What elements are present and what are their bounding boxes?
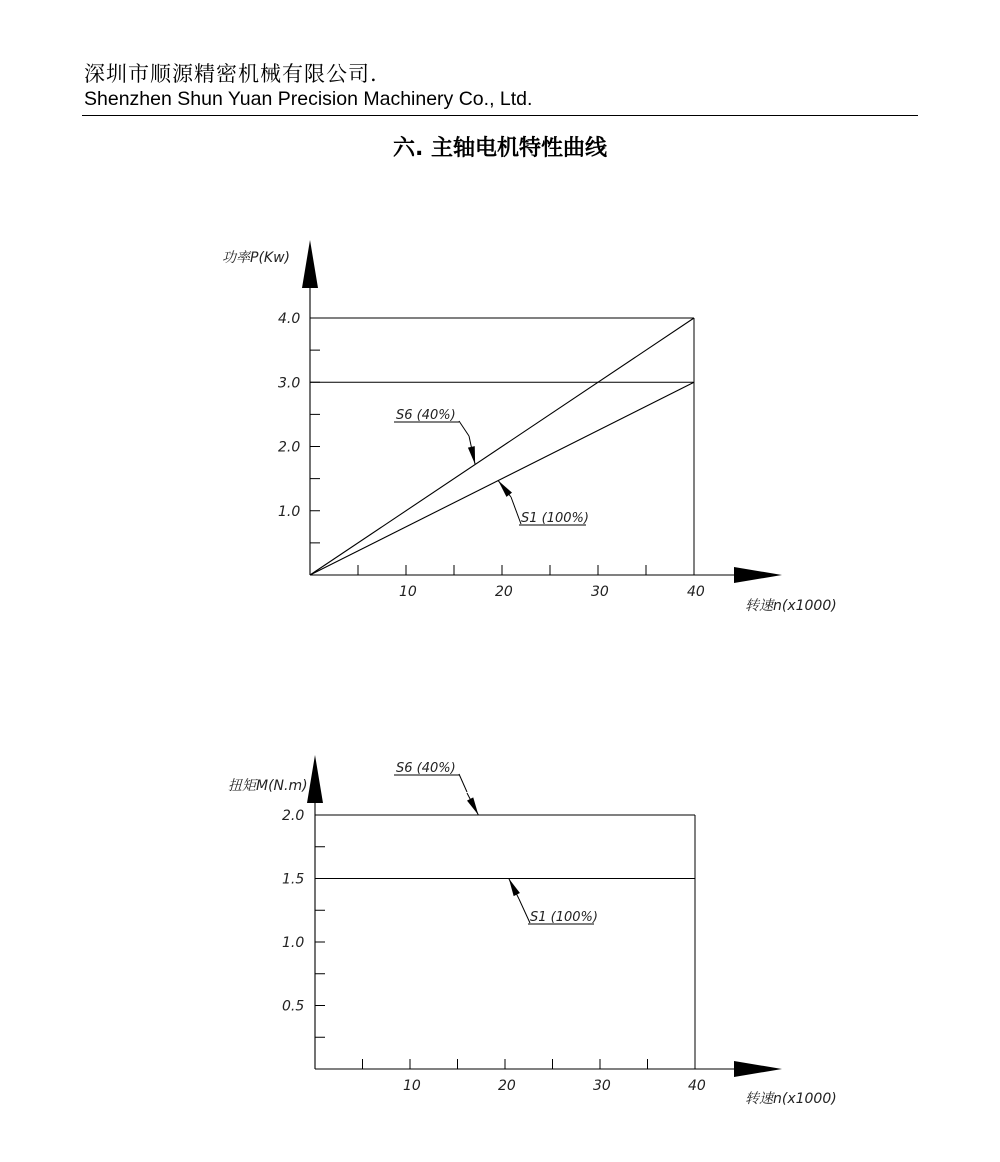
y-tick-label: 0.5 bbox=[282, 998, 305, 1015]
x-axis-arrowhead bbox=[734, 1061, 782, 1077]
series-line-s1 bbox=[310, 382, 694, 575]
x-tick-label: 40 bbox=[687, 584, 705, 600]
x-tick-label: 10 bbox=[403, 1078, 421, 1094]
y-tick-label: 1.0 bbox=[282, 935, 305, 951]
y-tick-label: 3.0 bbox=[278, 375, 301, 392]
callout-arrowhead bbox=[498, 481, 512, 497]
section-title: 六. 主轴电机特性曲线 bbox=[392, 136, 608, 161]
callout-leader bbox=[519, 899, 530, 923]
x-axis-label: 转速n(x1000) bbox=[745, 598, 837, 614]
x-tick-label: 20 bbox=[498, 1078, 516, 1094]
x-axis-arrowhead bbox=[734, 567, 782, 583]
x-tick-label: 40 bbox=[688, 1078, 706, 1094]
callout-arrowhead bbox=[467, 797, 478, 815]
y-tick-label: 2.0 bbox=[282, 808, 305, 824]
x-tick-label: 10 bbox=[399, 584, 417, 600]
x-tick-label: 30 bbox=[593, 1078, 611, 1094]
callout-leader bbox=[511, 497, 521, 524]
y-axis-label: 扭矩M(N.m) bbox=[228, 778, 308, 794]
company-name-cn: 深圳市顺源精密机械有限公司. bbox=[84, 62, 378, 86]
y-axis-arrowhead bbox=[302, 240, 318, 288]
y-tick-label: 1.5 bbox=[282, 871, 305, 888]
y-tick-label: 4.0 bbox=[278, 311, 301, 327]
series-callout-label: S1 (100%) bbox=[530, 910, 598, 925]
company-name-en: Shenzhen Shun Yuan Precision Machinery Co., Ltd. bbox=[84, 88, 533, 110]
callout-arrowhead bbox=[468, 446, 475, 464]
callout-arrowhead bbox=[509, 879, 520, 897]
callout-leader bbox=[459, 421, 469, 436]
y-axis-label: 功率P(Kw) bbox=[222, 250, 290, 266]
callout-leader bbox=[459, 774, 467, 792]
x-tick-label: 30 bbox=[591, 584, 609, 600]
series-callout-label: S6 (40%) bbox=[396, 761, 456, 776]
x-axis-label: 转速n(x1000) bbox=[745, 1091, 837, 1107]
series-callout-label: S1 (100%) bbox=[521, 511, 589, 526]
x-tick-label: 20 bbox=[495, 584, 513, 600]
y-tick-label: 1.0 bbox=[278, 503, 301, 520]
series-line-s6 bbox=[310, 318, 694, 575]
series-callout-label: S6 (40%) bbox=[396, 408, 456, 423]
y-tick-label: 2.0 bbox=[278, 439, 301, 456]
y-axis-arrowhead bbox=[307, 755, 323, 803]
